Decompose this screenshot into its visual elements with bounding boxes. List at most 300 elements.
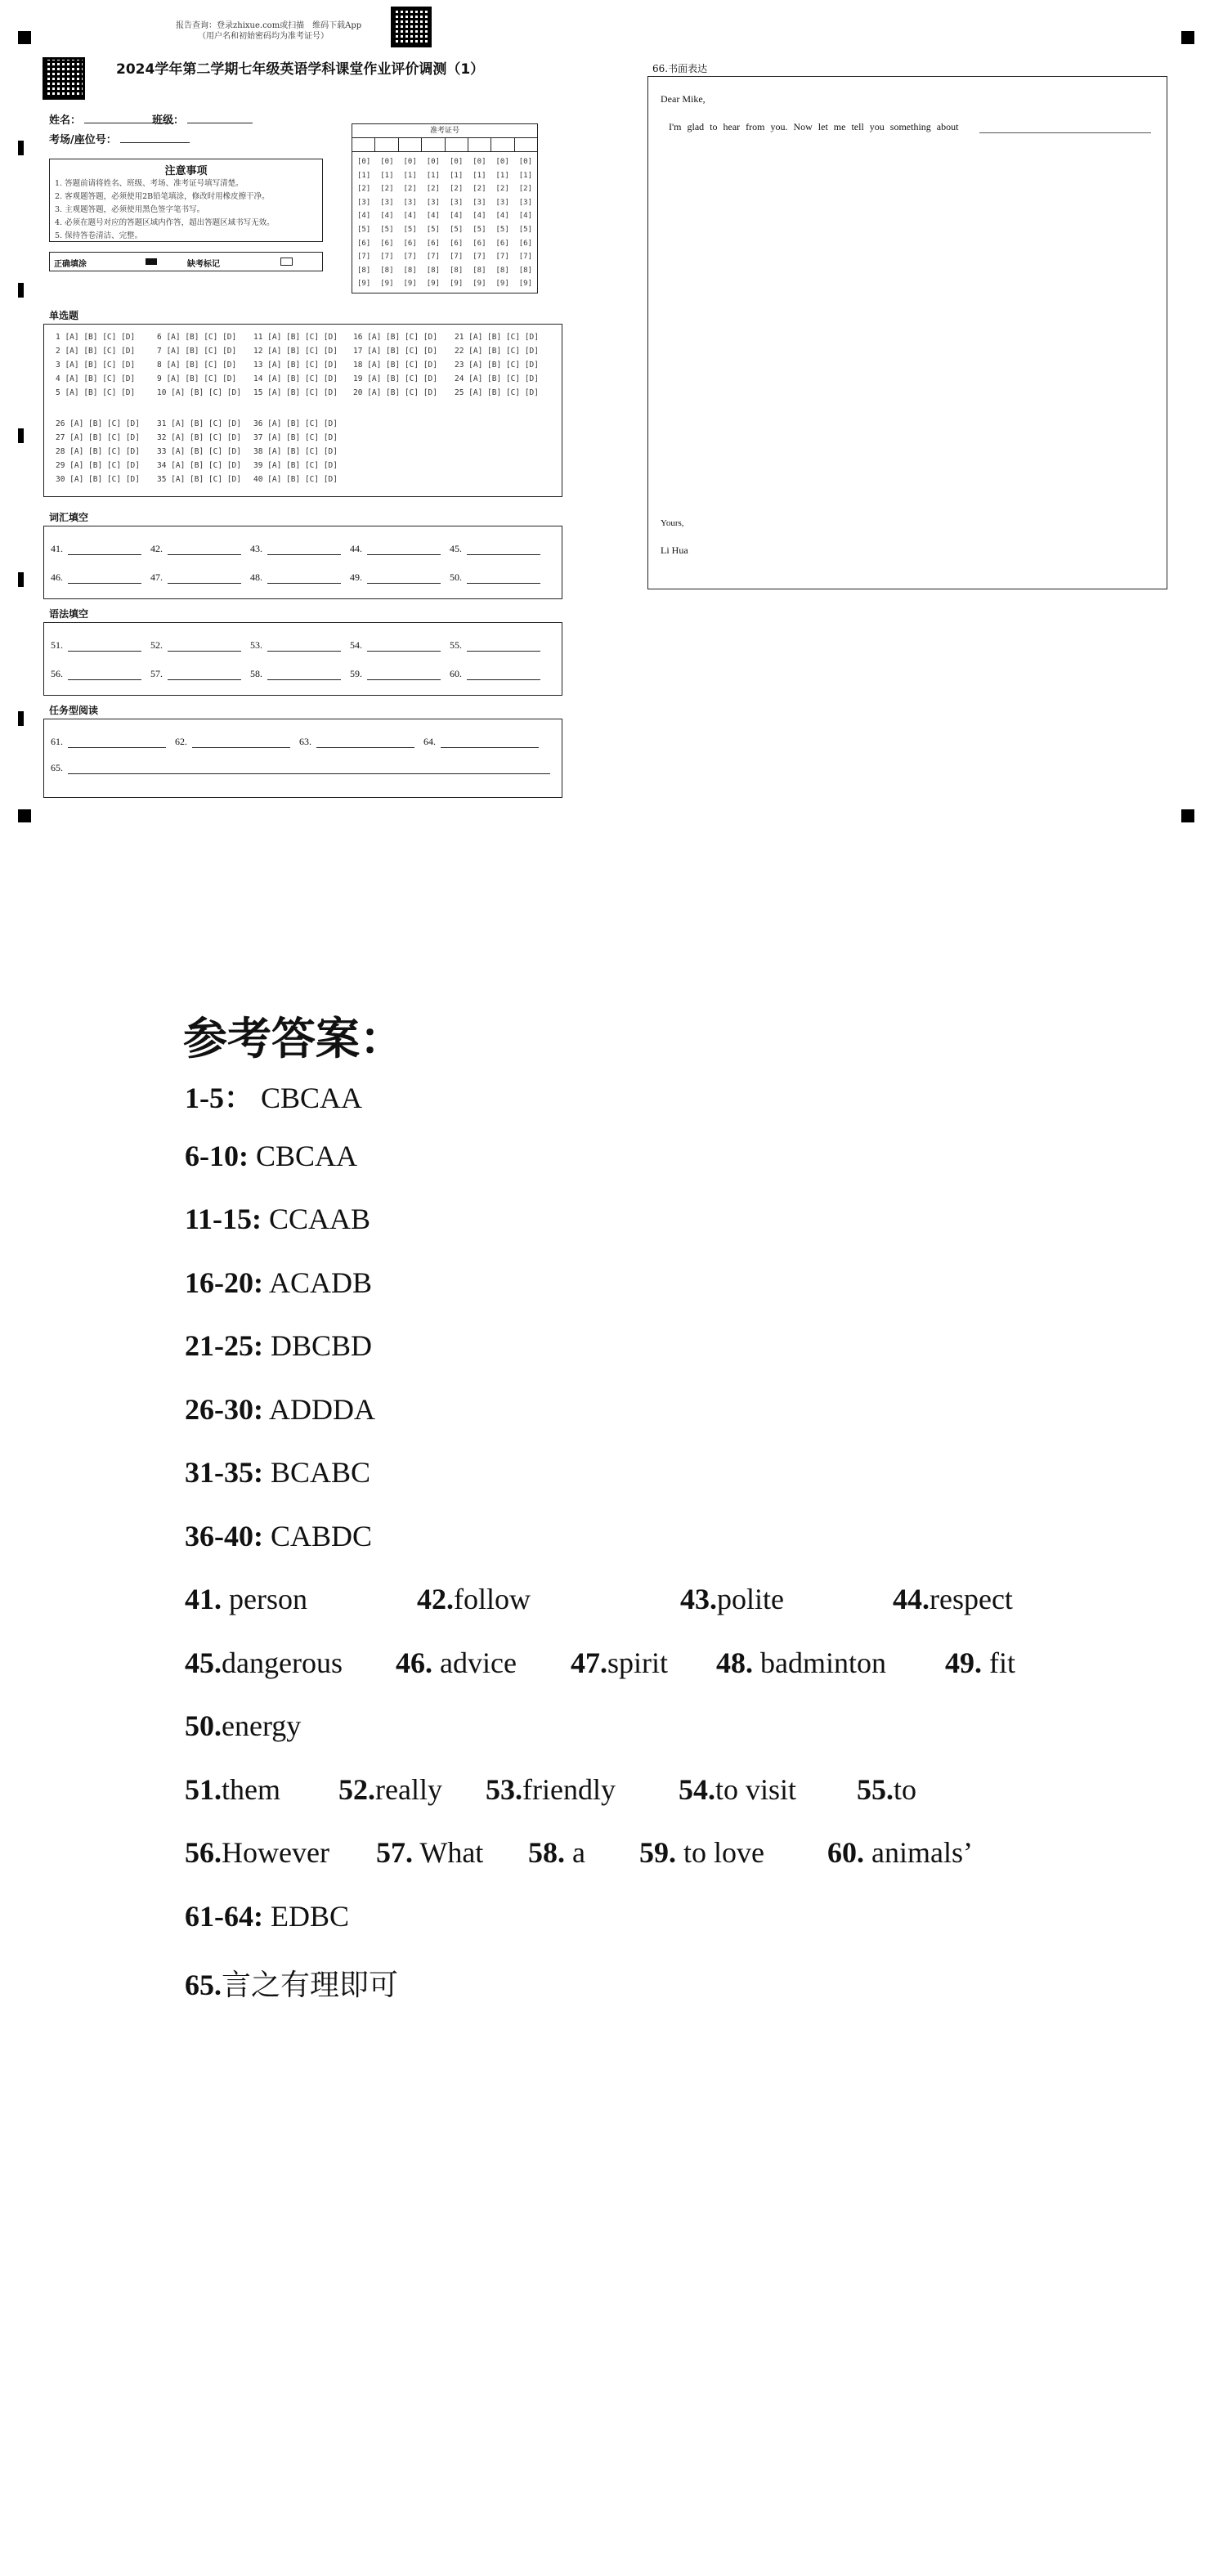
choice-row[interactable]: 24 [A] [B] [C] [D]	[455, 374, 539, 383]
blank-line[interactable]	[168, 641, 241, 652]
exam-id-bubble[interactable]: [8]	[426, 266, 440, 275]
fill-blank[interactable]	[350, 571, 441, 584]
answer-word: What	[413, 1836, 484, 1869]
exam-id-bubble[interactable]: [1]	[473, 171, 486, 180]
fill-blank[interactable]	[51, 571, 141, 584]
answer-range: 31-35:	[185, 1456, 263, 1489]
answer-number: 44.	[893, 1583, 930, 1615]
blank-line[interactable]	[367, 670, 441, 680]
exam-id-bubble[interactable]: [8]	[473, 266, 486, 275]
answer-row	[185, 1202, 370, 1236]
answer-number: 49.	[945, 1646, 982, 1679]
task-reading-box	[43, 719, 562, 798]
blank-line[interactable]	[367, 544, 441, 555]
answer-value: CBCAA	[253, 1082, 363, 1114]
choice-row[interactable]: 3 [A] [B] [C] [D]	[56, 361, 136, 370]
blank-number: 64.	[423, 736, 436, 747]
fill-example-box	[49, 252, 323, 271]
blank-number: 58.	[250, 668, 262, 679]
exam-id-column[interactable]	[399, 155, 422, 291]
fill-blank[interactable]	[51, 639, 141, 652]
choice-row[interactable]: 5 [A] [B] [C] [D]	[56, 388, 136, 397]
qr-code-icon	[391, 7, 432, 47]
exam-id-bubble[interactable]: [6]	[403, 239, 417, 248]
blank-line[interactable]	[192, 737, 290, 748]
answer-row	[185, 1075, 362, 1117]
exam-id-bubble[interactable]: [5]	[356, 225, 371, 234]
exam-id-bubble[interactable]: [3]	[426, 198, 440, 207]
opening-blank[interactable]	[979, 132, 1151, 133]
corner-mark-top-left	[18, 31, 31, 44]
answer-item	[893, 1582, 1013, 1616]
name-label: 姓名：	[49, 114, 82, 127]
grammar-fill-box	[43, 622, 562, 696]
exam-id-bubble[interactable]: [0]	[473, 158, 486, 166]
blank-line[interactable]	[267, 641, 341, 652]
fill-blank[interactable]	[150, 543, 241, 555]
answer-row	[185, 1519, 372, 1553]
answer-number: 43.	[680, 1583, 717, 1615]
qr-code-icon	[43, 57, 85, 100]
choice-row[interactable]: 27 [A] [B] [C] [D]	[56, 433, 140, 442]
answer-value: BCABC	[262, 1456, 371, 1489]
vocab-fill-label: 词汇填空	[49, 512, 89, 523]
report-notice-sub: （用户名和初始密码均为准考证号）	[198, 32, 329, 41]
exam-id-bubble[interactable]: [7]	[518, 253, 532, 262]
exam-id-bubble[interactable]: [3]	[403, 198, 417, 207]
exam-id-bubble[interactable]: [8]	[518, 266, 532, 275]
exam-id-bubble[interactable]: [4]	[473, 212, 486, 221]
answer-value: EDBC	[262, 1899, 349, 1933]
answer-number: 52.	[338, 1772, 375, 1806]
answer-row	[185, 1139, 357, 1173]
blank-line[interactable]	[168, 670, 241, 680]
side-mark	[18, 283, 24, 298]
fill-blank[interactable]	[299, 736, 414, 748]
exam-id-bubble[interactable]: [8]	[380, 266, 394, 275]
choice-row[interactable]: 37 [A] [B] [C] [D]	[253, 433, 338, 442]
blank-number: 51.	[51, 639, 63, 651]
exam-id-bubble[interactable]: [1]	[403, 171, 417, 180]
answer-item	[528, 1835, 585, 1870]
corner-mark-bottom-left	[18, 809, 31, 822]
exam-id-bubble[interactable]: [4]	[403, 212, 417, 221]
blank-number: 47.	[150, 571, 163, 583]
blank-line[interactable]	[68, 670, 141, 680]
exam-id-bubble[interactable]: [2]	[495, 185, 509, 194]
exam-id-bubble[interactable]: [1]	[449, 171, 464, 180]
answer-word: person	[222, 1583, 307, 1615]
blank-number: 62.	[175, 736, 187, 747]
fill-blank[interactable]	[450, 543, 540, 555]
exam-id-bubble[interactable]: [4]	[449, 212, 464, 221]
answer-range: 26-30:	[185, 1392, 263, 1426]
blank-line[interactable]	[68, 573, 141, 584]
blank-line[interactable]	[467, 544, 540, 555]
blank-line[interactable]	[68, 737, 166, 748]
exam-id-bubble[interactable]: [2]	[356, 185, 371, 194]
notes-box	[49, 159, 323, 242]
exam-id-bubble[interactable]: [2]	[473, 185, 486, 194]
choice-row[interactable]: 20 [A] [B] [C] [D]	[353, 388, 437, 397]
blank-number: 41.	[51, 543, 63, 554]
exam-id-bubble[interactable]: [3]	[518, 198, 532, 207]
answer-item	[486, 1772, 616, 1807]
exam-id-bubble[interactable]: [5]	[449, 225, 464, 234]
answer-word: friendly	[522, 1772, 616, 1806]
fill-blank[interactable]	[150, 668, 241, 680]
blank-line[interactable]	[467, 641, 540, 652]
fill-blank[interactable]	[51, 543, 141, 555]
blank-number: 54.	[350, 639, 362, 651]
answer-word: to visit	[715, 1772, 797, 1806]
exam-id-bubble[interactable]: [5]	[426, 225, 440, 234]
blank-line[interactable]	[267, 573, 341, 584]
choice-row[interactable]: 21 [A] [B] [C] [D]	[455, 333, 539, 342]
exam-id-bubble[interactable]: [0]	[426, 158, 440, 166]
blank-line[interactable]	[467, 573, 540, 584]
choice-row[interactable]: 17 [A] [B] [C] [D]	[353, 347, 437, 356]
exam-id-bubble[interactable]: [3]	[473, 198, 486, 207]
fill-blank[interactable]	[450, 668, 540, 680]
fill-blank[interactable]	[150, 639, 241, 652]
seat-label: 考场/座位号：	[49, 134, 117, 146]
answer-number: 46.	[396, 1646, 432, 1679]
blank-line[interactable]	[441, 737, 539, 748]
fill-blank[interactable]	[450, 639, 540, 652]
exam-id-bubble[interactable]: [3]	[495, 198, 509, 207]
exam-id-bubble[interactable]: [0]	[495, 158, 509, 166]
letter-closing: Yours,	[661, 518, 684, 528]
exam-id-bubble[interactable]: [9]	[380, 280, 394, 289]
choice-row[interactable]: 10 [A] [B] [C] [D]	[157, 388, 241, 397]
answer-item	[185, 1646, 343, 1680]
exam-id-write-row[interactable]	[352, 138, 537, 152]
fill-blank[interactable]	[423, 736, 539, 748]
answer-word: to love	[676, 1836, 764, 1869]
exam-id-bubble[interactable]: [1]	[426, 171, 440, 180]
answer-value: CBCAA	[248, 1139, 358, 1172]
letter-opening: I'm glad to hear from you. Now let me tell you something about	[669, 121, 959, 132]
exam-id-bubble[interactable]: [1]	[356, 171, 371, 180]
answer-number: 65.	[185, 1969, 222, 2001]
answer-number: 53.	[486, 1772, 522, 1806]
choice-row[interactable]: 15 [A] [B] [C] [D]	[253, 388, 338, 397]
blank-number: 49.	[350, 571, 362, 583]
exam-id-column[interactable]	[445, 155, 468, 291]
notes-list	[50, 177, 322, 243]
blank-line[interactable]	[68, 544, 141, 555]
exam-id-bubble[interactable]: [7]	[380, 253, 394, 262]
exam-id-bubble[interactable]: [4]	[426, 212, 440, 221]
choice-row[interactable]: 40 [A] [B] [C] [D]	[253, 475, 338, 484]
exam-id-bubble[interactable]: [6]	[449, 239, 464, 248]
blank-number: 45.	[450, 543, 462, 554]
exam-id-bubble[interactable]: [0]	[518, 158, 532, 166]
side-mark	[18, 711, 24, 726]
exam-id-bubble[interactable]: [7]	[426, 253, 440, 262]
exam-id-bubble[interactable]: [7]	[449, 253, 464, 262]
exam-id-bubble[interactable]: [2]	[518, 185, 532, 194]
seat-field[interactable]	[49, 131, 190, 146]
exam-id-bubble[interactable]: [4]	[518, 212, 532, 221]
answer-value: CCAAB	[262, 1203, 371, 1235]
choice-row[interactable]: 32 [A] [B] [C] [D]	[157, 433, 241, 442]
exam-id-bubble[interactable]: [2]	[403, 185, 417, 194]
exam-id-bubble[interactable]: [6]	[518, 239, 532, 248]
answer-number: 58.	[528, 1836, 565, 1869]
answer-item	[680, 1582, 784, 1616]
task-reading-label: 任务型阅读	[49, 705, 99, 716]
blank-number: 63.	[299, 736, 311, 747]
choice-row[interactable]: 30 [A] [B] [C] [D]	[56, 475, 140, 484]
exam-id-bubble[interactable]: [5]	[380, 225, 394, 234]
letter-greeting: Dear Mike,	[661, 93, 706, 105]
blank-line[interactable]	[68, 641, 141, 652]
exam-id-bubbles[interactable]	[352, 152, 537, 291]
blank-number: 61.	[51, 736, 63, 747]
exam-id-bubble[interactable]: [6]	[380, 239, 394, 248]
choice-row[interactable]: 6 [A] [B] [C] [D]	[157, 333, 237, 342]
choice-row[interactable]: 39 [A] [B] [C] [D]	[253, 461, 338, 470]
exam-id-bubble[interactable]: [2]	[426, 185, 440, 194]
exam-id-column[interactable]	[352, 155, 375, 291]
fill-blank[interactable]	[250, 571, 341, 584]
answer-item	[185, 1772, 280, 1807]
exam-id-column[interactable]	[514, 155, 537, 291]
answer-range: 36-40:	[185, 1519, 263, 1552]
exam-id-bubble[interactable]: [7]	[403, 253, 417, 262]
exam-id-bubble[interactable]: [2]	[449, 185, 464, 194]
blank-line[interactable]	[367, 573, 441, 584]
exam-id-bubble[interactable]: [5]	[495, 225, 509, 234]
answer-value: ACADB	[262, 1266, 373, 1299]
answer-item	[417, 1582, 531, 1616]
choice-row[interactable]: 4 [A] [B] [C] [D]	[56, 374, 136, 383]
blank-line[interactable]	[267, 670, 341, 680]
exam-id-bubble[interactable]: [8]	[403, 266, 417, 275]
fill-blank[interactable]	[250, 668, 341, 680]
exam-id-bubble[interactable]: [2]	[380, 185, 394, 194]
blank-line[interactable]	[467, 670, 540, 680]
blank-number: 52.	[150, 639, 163, 651]
exam-id-bubble[interactable]: [0]	[356, 158, 371, 166]
blank-number: 65.	[51, 762, 63, 773]
fill-blank[interactable]	[350, 639, 441, 652]
choice-row[interactable]: 28 [A] [B] [C] [D]	[56, 447, 140, 456]
exam-id-bubble[interactable]: [5]	[473, 225, 486, 234]
fill-blank[interactable]	[350, 543, 441, 555]
exam-id-column[interactable]	[375, 155, 398, 291]
choice-row[interactable]: 16 [A] [B] [C] [D]	[353, 333, 437, 342]
fill-blank[interactable]	[51, 668, 141, 680]
answer-value: CABDC	[262, 1519, 373, 1552]
answer-value: 言之有理即可	[222, 1969, 399, 2002]
blank-line[interactable]	[168, 544, 241, 555]
answer-number: 51.	[185, 1772, 222, 1806]
blank-number: 44.	[350, 543, 362, 554]
fill-blank[interactable]	[175, 736, 290, 748]
choice-row[interactable]: 26 [A] [B] [C] [D]	[56, 419, 140, 428]
answer-range: 16-20:	[185, 1266, 263, 1299]
corner-mark-bottom-right	[1181, 809, 1194, 822]
exam-id-bubble[interactable]: [9]	[449, 280, 464, 289]
notes-title: 注意事项	[164, 165, 208, 177]
answer-word: follow	[454, 1583, 531, 1615]
exam-id-column[interactable]	[491, 155, 514, 291]
choice-row[interactable]: 38 [A] [B] [C] [D]	[253, 447, 338, 456]
exam-id-bubble[interactable]: [0]	[403, 158, 417, 166]
answer-row	[185, 1899, 349, 1933]
exam-id-bubble[interactable]: [6]	[356, 239, 371, 248]
answer-word: really	[375, 1772, 442, 1806]
answer-row	[185, 1455, 370, 1490]
blank-number: 43.	[250, 543, 262, 554]
exam-id-bubble[interactable]: [5]	[403, 225, 417, 234]
choice-row[interactable]: 9 [A] [B] [C] [D]	[157, 374, 237, 383]
choice-row[interactable]: 11 [A] [B] [C] [D]	[253, 333, 338, 342]
answer-number: 54.	[679, 1772, 715, 1806]
exam-id-bubble[interactable]: [9]	[356, 280, 371, 289]
answer-word: them	[222, 1772, 280, 1806]
exam-id-bubble[interactable]: [4]	[356, 212, 371, 221]
choice-row[interactable]: 25 [A] [B] [C] [D]	[455, 388, 539, 397]
blank-number: 53.	[250, 639, 262, 651]
exam-id-bubble[interactable]: [0]	[380, 158, 394, 166]
exam-id-bubble[interactable]: [9]	[473, 280, 486, 289]
choice-row[interactable]: 31 [A] [B] [C] [D]	[157, 419, 241, 428]
answer-item	[716, 1646, 886, 1680]
absent-mark-checkbox[interactable]	[280, 258, 293, 266]
choice-row[interactable]: 19 [A] [B] [C] [D]	[353, 374, 437, 383]
blank-number: 57.	[150, 668, 163, 679]
answer-item	[679, 1772, 796, 1807]
choice-row[interactable]: 36 [A] [B] [C] [D]	[253, 419, 338, 428]
answer-number: 45.	[185, 1646, 222, 1679]
blank-number: 50.	[450, 571, 462, 583]
answer-word: polite	[717, 1583, 784, 1615]
sheet-title: 2024学年第二学期七年级英语学科课堂作业评价调测（1）	[116, 61, 485, 78]
exam-id-bubble[interactable]: [7]	[495, 253, 509, 262]
exam-id-bubble[interactable]: [6]	[473, 239, 486, 248]
exam-id-box	[352, 123, 538, 293]
answer-word: energy	[222, 1709, 302, 1742]
side-mark	[18, 141, 24, 155]
blank-line[interactable]	[267, 544, 341, 555]
fill-blank[interactable]	[150, 571, 241, 584]
choice-row[interactable]: 29 [A] [B] [C] [D]	[56, 461, 140, 470]
answer-item	[185, 1709, 301, 1743]
answer-row	[185, 1266, 372, 1300]
blank-line[interactable]	[168, 573, 241, 584]
fill-blank[interactable]	[51, 736, 166, 748]
exam-id-bubble[interactable]: [9]	[518, 280, 532, 289]
correct-fill-label: 正确填涂	[54, 260, 87, 269]
exam-id-bubble[interactable]: [9]	[403, 280, 417, 289]
choice-row[interactable]: 23 [A] [B] [C] [D]	[455, 361, 539, 370]
grammar-fill-label: 语法填空	[49, 608, 89, 620]
fill-blank[interactable]	[350, 668, 441, 680]
exam-id-column[interactable]	[422, 155, 445, 291]
writing-section-label: 66.书面表达	[652, 63, 708, 74]
blank-line[interactable]	[367, 641, 441, 652]
choice-row[interactable]: 1 [A] [B] [C] [D]	[56, 333, 136, 342]
answer-word: respect	[930, 1583, 1013, 1615]
exam-id-bubble[interactable]: [9]	[426, 280, 440, 289]
choice-row[interactable]: 8 [A] [B] [C] [D]	[157, 361, 237, 370]
choice-row[interactable]: 18 [A] [B] [C] [D]	[353, 361, 437, 370]
choice-row[interactable]: 12 [A] [B] [C] [D]	[253, 347, 338, 356]
exam-id-bubble[interactable]: [4]	[380, 212, 394, 221]
choice-row[interactable]: 14 [A] [B] [C] [D]	[253, 374, 338, 383]
answer-number: 41.	[185, 1583, 222, 1615]
answer-range: 61-64:	[185, 1899, 263, 1933]
answer-number: 55.	[857, 1772, 894, 1806]
exam-id-bubble[interactable]: [3]	[380, 198, 394, 207]
choice-row[interactable]: 33 [A] [B] [C] [D]	[157, 447, 241, 456]
choice-row[interactable]: 13 [A] [B] [C] [D]	[253, 361, 338, 370]
exam-id-bubble[interactable]: [7]	[356, 253, 371, 262]
answer-row	[185, 1962, 398, 2004]
answer-item	[338, 1772, 442, 1807]
fill-blank[interactable]	[51, 762, 550, 774]
blank-number: 48.	[250, 571, 262, 583]
exam-id-bubble[interactable]: [7]	[473, 253, 486, 262]
exam-id-bubble[interactable]: [1]	[380, 171, 394, 180]
exam-id-bubble[interactable]: [6]	[426, 239, 440, 248]
answer-item	[639, 1835, 764, 1870]
fill-blank[interactable]	[250, 639, 341, 652]
choice-row[interactable]: 34 [A] [B] [C] [D]	[157, 461, 241, 470]
exam-id-bubble[interactable]: [9]	[495, 280, 509, 289]
choice-row[interactable]: 7 [A] [B] [C] [D]	[157, 347, 237, 356]
correct-fill-sample	[146, 258, 157, 265]
choice-row[interactable]: 2 [A] [B] [C] [D]	[56, 347, 136, 356]
blank-line[interactable]	[68, 764, 550, 774]
answer-word: to	[894, 1772, 917, 1806]
class-field[interactable]	[152, 111, 253, 127]
exam-id-bubble[interactable]: [3]	[356, 198, 371, 207]
note-item: 3. 主观题答题，必须使用黑色签字笔书写。	[55, 205, 205, 214]
answer-word: dangerous	[222, 1646, 343, 1679]
exam-id-bubble[interactable]: [6]	[495, 239, 509, 248]
exam-id-bubble[interactable]: [5]	[518, 225, 532, 234]
answer-number: 48.	[716, 1646, 753, 1679]
fill-blank[interactable]	[450, 571, 540, 584]
exam-id-bubble[interactable]: [8]	[449, 266, 464, 275]
choice-row[interactable]: 22 [A] [B] [C] [D]	[455, 347, 539, 356]
exam-id-bubble[interactable]: [8]	[356, 266, 371, 275]
answer-row	[185, 1392, 375, 1427]
answer-range: 21-25:	[185, 1329, 263, 1362]
exam-id-bubble[interactable]: [8]	[495, 266, 509, 275]
choice-row[interactable]: 35 [A] [B] [C] [D]	[157, 475, 241, 484]
answer-number: 59.	[639, 1836, 676, 1869]
exam-id-bubble[interactable]: [4]	[495, 212, 509, 221]
answer-word: spirit	[607, 1646, 669, 1679]
answer-number: 50.	[185, 1709, 222, 1742]
blank-line[interactable]	[316, 737, 414, 748]
exam-id-bubble[interactable]: [3]	[449, 198, 464, 207]
exam-id-bubble[interactable]: [1]	[495, 171, 509, 180]
class-label: 班级：	[152, 114, 185, 127]
exam-id-column[interactable]	[468, 155, 491, 291]
fill-blank[interactable]	[250, 543, 341, 555]
exam-id-bubble[interactable]: [1]	[518, 171, 532, 180]
blank-number: 59.	[350, 668, 362, 679]
answer-range: 1-5：	[185, 1082, 253, 1114]
exam-id-bubble[interactable]: [0]	[449, 158, 464, 166]
